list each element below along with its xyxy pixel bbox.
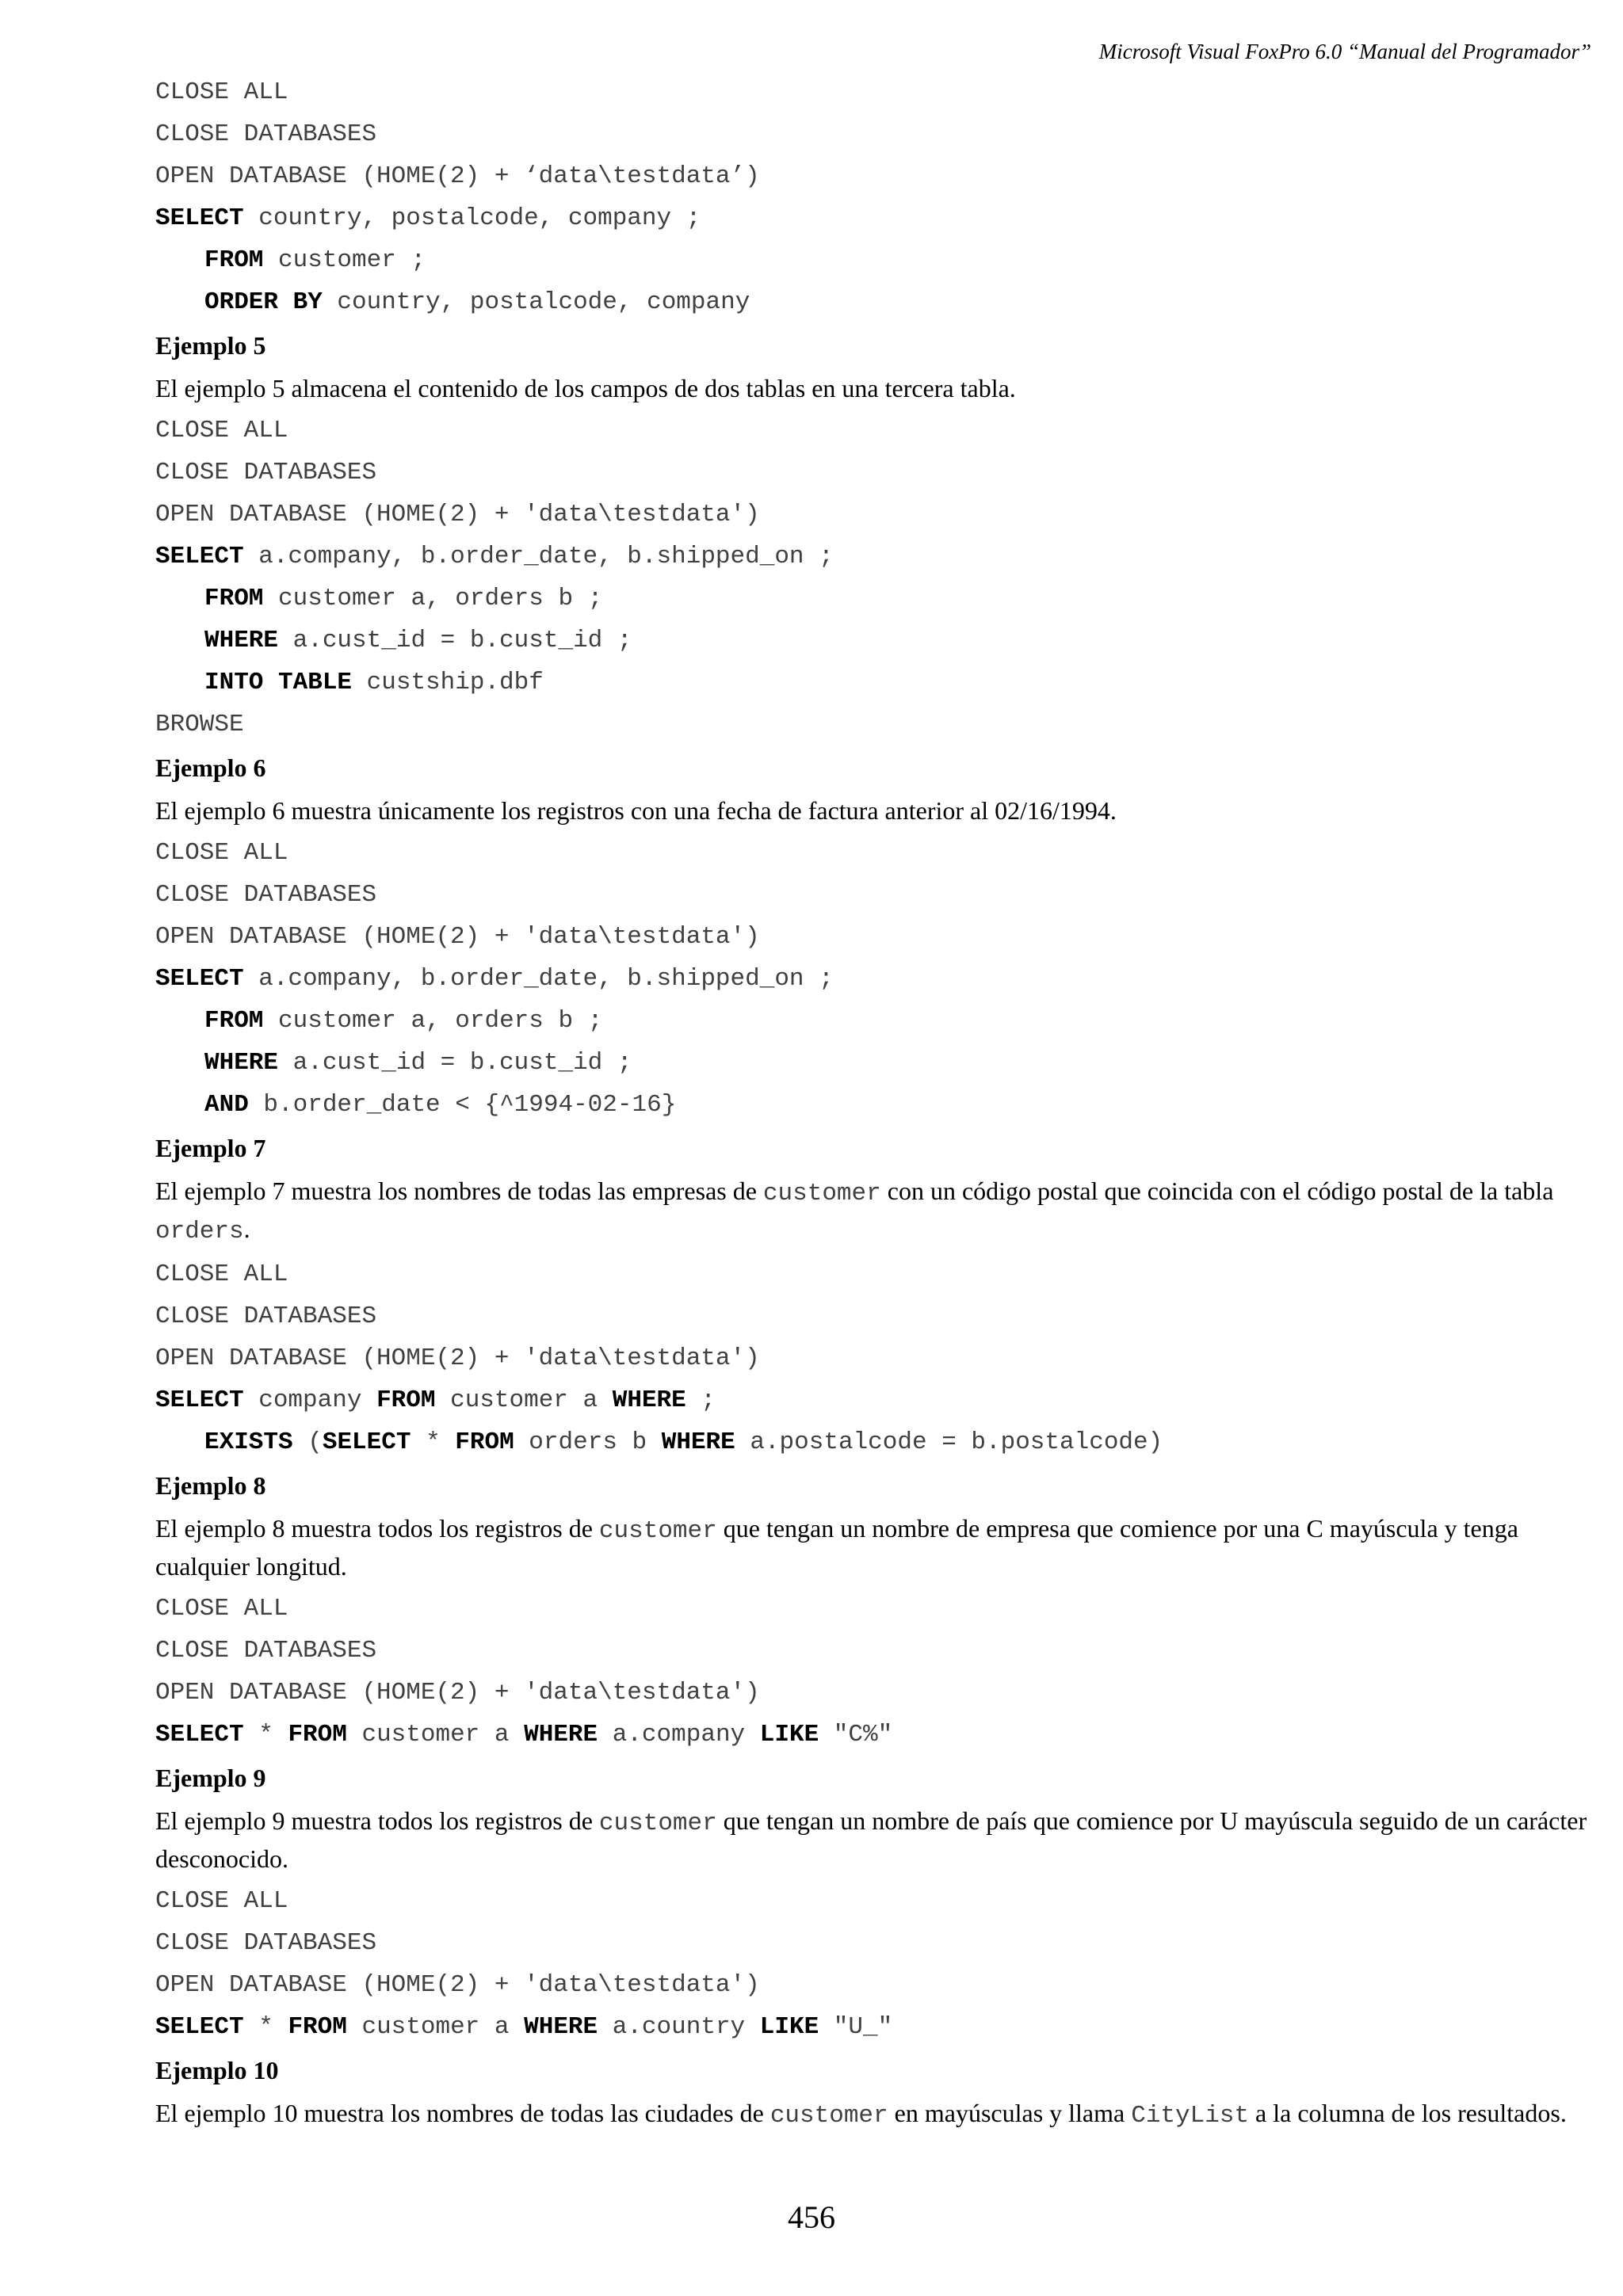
example-heading: Ejemplo 7 bbox=[155, 1134, 266, 1162]
description-text: que tengan un nombre de país que comience por U mayúscula seguido de un carácter desconocido. bbox=[155, 1806, 1587, 1873]
code-text: ; bbox=[685, 1386, 716, 1414]
sql-keyword: FROM bbox=[204, 585, 264, 612]
code-line: OPEN DATABASE (HOME(2) + 'data\testdata') bbox=[155, 1344, 760, 1372]
example-description bbox=[155, 1507, 1590, 1588]
running-header: Microsoft Visual FoxPro 6.0 “Manual del Programador” bbox=[1098, 40, 1591, 63]
code-text: a.cust_id = b.cust_id ; bbox=[278, 627, 632, 654]
code-text: a.company bbox=[598, 1721, 760, 1749]
code-line: CLOSE DATABASES bbox=[155, 1929, 377, 1957]
sql-keyword: WHERE bbox=[524, 2013, 598, 2041]
code-line bbox=[155, 578, 1590, 620]
sql-keyword: SELECT bbox=[155, 1386, 244, 1414]
code-text: a.postalcode = b.postalcode) bbox=[735, 1428, 1163, 1456]
sql-keyword: WHERE bbox=[612, 1386, 686, 1414]
code-line bbox=[155, 2006, 1590, 2048]
code-line bbox=[155, 1042, 1590, 1084]
code-line: CLOSE ALL bbox=[155, 1887, 288, 1915]
code-line: CLOSE ALL bbox=[155, 78, 288, 106]
sql-keyword: FROM bbox=[455, 1428, 514, 1456]
sql-keyword: SELECT bbox=[322, 1428, 411, 1456]
sql-keyword: WHERE bbox=[204, 627, 279, 654]
code-line: OPEN DATABASE (HOME(2) + 'data\testdata') bbox=[155, 501, 760, 528]
sql-keyword: WHERE bbox=[661, 1428, 735, 1456]
code-text: custship.dbf bbox=[352, 669, 544, 696]
code-text: country, postalcode, company ; bbox=[243, 204, 701, 232]
sql-keyword: SELECT bbox=[155, 1721, 244, 1749]
sql-keyword: FROM bbox=[288, 2013, 347, 2041]
sql-keyword: SELECT bbox=[155, 543, 244, 570]
code-line: OPEN DATABASE (HOME(2) + ‘data\testdata’) bbox=[155, 162, 760, 190]
code-text: country, postalcode, company bbox=[322, 288, 750, 316]
inline-code: CityList bbox=[1131, 2102, 1250, 2130]
inline-code: customer bbox=[769, 2102, 888, 2130]
sql-keyword: SELECT bbox=[155, 2013, 244, 2041]
inline-code: orders bbox=[155, 1218, 244, 1245]
code-text: orders b bbox=[514, 1428, 662, 1456]
description-text: El ejemplo 10 muestra los nombres de todas las ciudades de bbox=[155, 2099, 770, 2127]
description-text: . bbox=[243, 1215, 250, 1243]
code-text: customer a, orders b ; bbox=[263, 1007, 603, 1035]
sql-keyword: FROM bbox=[204, 1007, 264, 1035]
description-text: con un código postal que coincida con el código postal de la tabla bbox=[880, 1177, 1554, 1205]
code-line bbox=[155, 1084, 1590, 1126]
code-text: company bbox=[243, 1386, 377, 1414]
code-line bbox=[155, 239, 1590, 281]
sql-keyword: WHERE bbox=[204, 1049, 279, 1077]
code-line: OPEN DATABASE (HOME(2) + 'data\testdata') bbox=[155, 1971, 760, 1999]
code-line: CLOSE DATABASES bbox=[155, 1302, 377, 1330]
code-text: ( bbox=[292, 1428, 323, 1456]
code-line bbox=[155, 1000, 1590, 1042]
code-text: a.cust_id = b.cust_id ; bbox=[278, 1049, 632, 1077]
code-line bbox=[155, 536, 1590, 578]
description-text: El ejemplo 7 muestra los nombres de todas las empresas de bbox=[155, 1177, 763, 1205]
code-text: "U_" bbox=[819, 2013, 893, 2041]
sql-keyword: INTO TABLE bbox=[204, 669, 353, 696]
sql-keyword: LIKE bbox=[759, 1721, 819, 1749]
sql-keyword: FROM bbox=[288, 1721, 347, 1749]
code-line: CLOSE ALL bbox=[155, 839, 288, 867]
sql-keyword: LIKE bbox=[759, 2013, 819, 2041]
code-text: "C%" bbox=[819, 1721, 893, 1749]
code-line bbox=[155, 197, 1590, 239]
sql-keyword: FROM bbox=[376, 1386, 436, 1414]
code-line: OPEN DATABASE (HOME(2) + 'data\testdata') bbox=[155, 1679, 760, 1707]
example-description: El ejemplo 5 almacena el contenido de los campos de dos tablas en una tercera tabla. bbox=[155, 374, 1016, 402]
code-line: CLOSE DATABASES bbox=[155, 1637, 377, 1665]
code-line: CLOSE DATABASES bbox=[155, 120, 377, 148]
example-description: El ejemplo 6 muestra únicamente los registros con una fecha de factura anterior al 02/16/1994. bbox=[155, 796, 1117, 825]
sql-keyword: EXISTS bbox=[204, 1428, 293, 1456]
sql-keyword: AND bbox=[204, 1091, 249, 1119]
sql-keyword: WHERE bbox=[524, 1721, 598, 1749]
code-line bbox=[155, 1714, 1590, 1756]
code-line: CLOSE DATABASES bbox=[155, 459, 377, 486]
inline-code: customer bbox=[598, 1810, 717, 1837]
code-text: * bbox=[411, 1428, 456, 1456]
code-text: a.country bbox=[598, 2013, 760, 2041]
example-heading: Ejemplo 5 bbox=[155, 331, 266, 360]
code-text: a.company, b.order_date, b.shipped_on ; bbox=[243, 965, 834, 993]
code-line bbox=[155, 620, 1590, 662]
code-text: customer a bbox=[435, 1386, 613, 1414]
code-text: * bbox=[243, 1721, 288, 1749]
code-line bbox=[155, 958, 1590, 1000]
description-text: El ejemplo 9 muestra todos los registros de bbox=[155, 1806, 599, 1835]
code-text: customer ; bbox=[263, 246, 426, 274]
code-line: CLOSE DATABASES bbox=[155, 881, 377, 909]
code-text: a.company, b.order_date, b.shipped_on ; bbox=[243, 543, 834, 570]
code-text: * bbox=[243, 2013, 288, 2041]
code-line bbox=[155, 662, 1590, 704]
description-text: El ejemplo 8 muestra todos los registros de bbox=[155, 1514, 599, 1543]
example-description bbox=[155, 1799, 1590, 1880]
inline-code: customer bbox=[598, 1517, 717, 1545]
example-description bbox=[155, 1169, 1590, 1253]
example-heading: Ejemplo 6 bbox=[155, 753, 266, 782]
description-text: en mayúsculas y llama bbox=[888, 2099, 1132, 2127]
sql-keyword: FROM bbox=[204, 246, 264, 274]
code-text: customer a bbox=[346, 1721, 525, 1749]
page-number: 456 bbox=[788, 2199, 835, 2235]
code-text: customer a, orders b ; bbox=[263, 585, 603, 612]
sql-keyword: SELECT bbox=[155, 204, 244, 232]
description-text: que tengan un nombre de empresa que comience por una C mayúscula y tenga cualquier longitud. bbox=[155, 1514, 1518, 1581]
code-line: CLOSE ALL bbox=[155, 417, 288, 444]
inline-code: customer bbox=[762, 1180, 881, 1207]
code-line: CLOSE ALL bbox=[155, 1595, 288, 1623]
code-text: customer a bbox=[346, 2013, 525, 2041]
code-line: CLOSE ALL bbox=[155, 1261, 288, 1288]
example-description bbox=[155, 2092, 1590, 2138]
code-line bbox=[155, 1421, 1590, 1463]
description-text: a la columna de los resultados. bbox=[1249, 2099, 1567, 2127]
code-line bbox=[155, 1379, 1590, 1421]
code-line: OPEN DATABASE (HOME(2) + 'data\testdata') bbox=[155, 923, 760, 951]
sql-keyword: ORDER BY bbox=[204, 288, 323, 316]
example-heading: Ejemplo 9 bbox=[155, 1764, 266, 1792]
example-heading: Ejemplo 8 bbox=[155, 1471, 266, 1500]
document-body bbox=[155, 71, 1590, 2138]
code-line bbox=[155, 281, 1590, 323]
code-text: b.order_date < {^1994-02-16} bbox=[248, 1091, 677, 1119]
code-line: BROWSE bbox=[155, 711, 244, 738]
example-heading: Ejemplo 10 bbox=[155, 2056, 279, 2084]
sql-keyword: SELECT bbox=[155, 965, 244, 993]
